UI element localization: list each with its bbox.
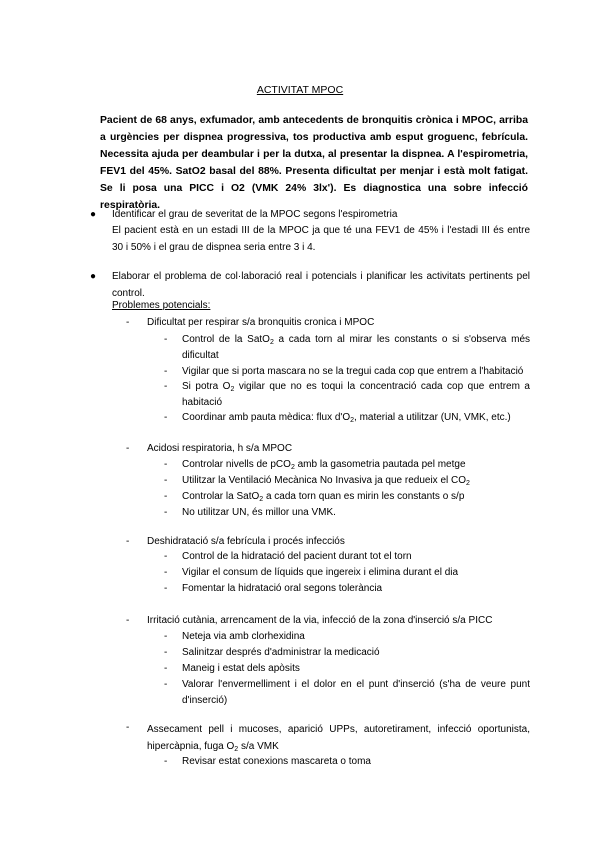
problem-title: Deshidratació s/a febrícula i procés infecciós <box>147 536 345 547</box>
dash-marker: - <box>164 491 168 502</box>
problem-title: Irritació cutània, arrencament de la via, infecció de la zona d'inserció s/a PICC <box>147 615 493 626</box>
dash-marker: - <box>164 647 168 658</box>
bullet-icon: ● <box>90 271 97 282</box>
dash-marker: - <box>164 679 168 690</box>
dash-marker: - <box>164 412 168 423</box>
problem-item: Revisar estat conexions mascareta o toma <box>182 756 371 767</box>
dash-marker: - <box>164 507 168 518</box>
subsection-title: Problemes potencials: <box>112 300 211 311</box>
problem-item: Vigilar el consum de líquids que ingereix i elimina durant el dia <box>182 567 459 578</box>
bullet-icon: ● <box>90 209 97 220</box>
problem-item: Control de la hidratació del pacient durant tot el torn <box>182 551 412 562</box>
dash-marker: - <box>126 536 130 547</box>
problem-title: Dificultat per respirar s/a bronquitis cronica i MPOC <box>147 317 375 328</box>
dash-marker: - <box>126 722 130 733</box>
dash-marker: - <box>164 459 168 470</box>
dash-marker: - <box>164 475 168 486</box>
section-heading: Identificar el grau de severitat de la MPOC segons l'espirometria <box>112 209 398 220</box>
problem-item: Vigilar que si porta mascara no se la tregui cada cop que entrem a l'habitació <box>182 366 524 377</box>
section-heading: Elaborar el problema de col·laboració real i potencials i planificar les activitats pertinents pel control. <box>112 271 530 299</box>
dash-marker: - <box>164 756 168 767</box>
problem-title: Assecament pell i mucoses, aparició UPPs, autoretirament, infecció oportunista, hipercàpnia, fuga $O_2$ s/a VMK <box>147 724 530 753</box>
problem-item: Utilitzar la Ventilació Mecànica No Invasiva ja que redueix el $CO_2$ <box>182 475 470 487</box>
problem-item: Controlar nivells de pCO$_2$ amb la gasometria pautada pel metge <box>182 459 466 471</box>
problem-item: No utilitzar UN, és millor una VMK. <box>182 507 336 518</box>
dash-marker: - <box>164 366 168 377</box>
dash-marker: - <box>164 631 168 642</box>
problem-item: Fomentar la hidratació oral segons tolerància <box>182 583 383 594</box>
dash-marker: - <box>164 583 168 594</box>
dash-marker: - <box>126 317 130 328</box>
problem-item: Control de la SatO$_2$ a cada torn al mirar les constants o si s'observa més dificultat <box>182 334 531 361</box>
document-title: ACTIVITAT MPOC <box>256 84 344 96</box>
case-description: Pacient de 68 anys, exfumador, amb antecedents de bronquitis crònica i MPOC, arriba a urgències per dispnea progressiva, tos productiva amb esput groguenc, febrícula. Necessita ajuda per deambular i per la dutxa, al presentar la dispnea. A l'espirometria, FEV1 del 45%. SatO2 basal del 88%. Presenta dificultat per menjar i està molt fatigat. Se li posa una PICC i O2 (VMK 24% 3lx'). Es diagnostica una sobre infecció respiratòria. <box>100 115 528 212</box>
dash-marker: - <box>164 551 168 562</box>
dash-marker: - <box>164 334 168 345</box>
problem-item: Controlar la SatO$_2$ a cada torn quan es mirin les constants o s/p <box>182 491 465 503</box>
dash-marker: - <box>164 663 168 674</box>
dash-marker: - <box>126 615 130 626</box>
dash-marker: - <box>164 567 168 578</box>
problem-title: Acidosi respiratoria, h s/a MPOC <box>147 443 293 454</box>
problem-item: Neteja via amb clorhexidina <box>182 631 305 642</box>
section-text: El pacient està en un estadi III de la MPOC ja que té una FEV1 de 45% i l'estadi III és entre 30 i 50% i el grau de dispnea seria entre 3 i 4. <box>112 225 530 253</box>
problem-item: Coordinar amb pauta mèdica: flux $d'O_2$, material a utilitzar (UN, VMK, etc.) <box>182 412 511 424</box>
problem-item: Valorar l'envermelliment i el dolor en el punt d'inserció (s'ha de veure punt d'inserció) <box>182 679 530 706</box>
problem-item: Maneig i estat dels apòsits <box>182 663 300 674</box>
dash-marker: - <box>126 443 130 454</box>
problem-item: Salinitzar després d'administrar la medicació <box>182 647 380 658</box>
dash-marker: - <box>164 381 168 392</box>
problem-item: Si potra $O_2$ vigilar que no es toqui la concentració cada cop que entrem a habitació <box>182 381 530 408</box>
